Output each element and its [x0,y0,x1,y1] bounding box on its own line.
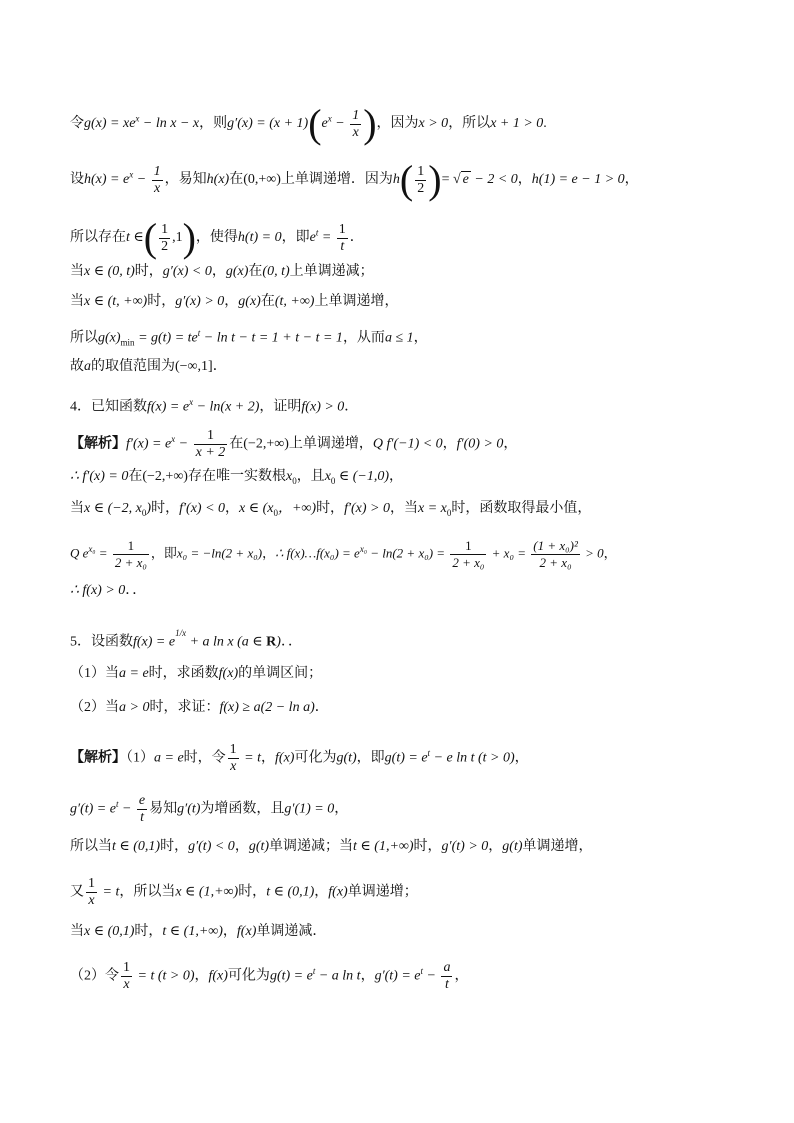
math: x ∈ (x [239,501,274,516]
math: − ln(2 + x₀) = [366,545,449,561]
denominator: 2 [161,238,169,254]
fraction [113,538,149,571]
text: 在 [128,469,143,484]
math: ) [146,501,152,516]
denominator: x [154,180,161,196]
denominator: x [230,759,237,774]
math: − ln(x + 2) [193,399,260,415]
math: x ∈ (0, t) [84,264,135,279]
math: − [331,116,349,132]
math: a [84,359,91,374]
math: g(x) = xe [84,116,136,132]
text: ， [503,436,518,452]
numerator: 1 [153,163,161,179]
text: 单调递减． [256,924,327,939]
text: ，使得 [195,230,238,246]
text: ， [454,968,469,984]
text: ，则 [199,116,228,132]
math: ,1 [172,230,183,246]
paren-close: ) [182,215,196,260]
denominator: x [123,977,130,992]
math: g′(t) = e [374,968,421,984]
text: 时， [160,839,189,854]
numerator: 1 [417,163,425,179]
text: 的单调区间； [238,666,323,681]
math: f(x) = e [147,399,190,415]
math-sup: t [315,227,319,238]
math: f(x) [218,666,239,681]
math-sup: x₀ [359,544,367,555]
doc-line-10 [70,468,403,490]
math: = g(t) = te [134,330,198,346]
text: 在 [229,172,244,188]
text: ， [314,884,329,900]
math: g′(t) < 0 [188,839,235,854]
analysis-tag: 【解析】 [70,750,126,766]
text: ， [234,839,249,854]
math: − [423,968,440,984]
math-sup: x [189,397,194,407]
fraction [228,742,239,775]
text: ， [389,469,404,484]
math: − 2 < 0 [470,172,518,188]
numerator: 1 [194,428,228,445]
doc-line-4 [70,263,374,281]
math: g(x) [98,330,121,346]
math: (0,+∞) [243,172,281,188]
text: ， [261,750,276,766]
doc-line-9 [70,428,517,461]
fraction [121,960,132,993]
math-sqrt: e [462,172,469,188]
text: ，即 [150,545,177,561]
text: 时，求证： [149,700,220,715]
text: ，易知 [164,172,207,188]
math-sup: x [135,113,140,124]
math: ∴ f(x) > 0 [70,583,126,598]
math: x ∈ (0,1) [84,924,135,939]
fraction [531,538,580,571]
math: − ln t − t = 1 + t − t = 1 [200,330,343,346]
math: + a ln x (a ∈ [186,634,267,650]
text: 所以 [70,330,98,346]
fraction [337,222,348,255]
text: 令 [70,116,84,132]
math: ∴ f′(x) = 0 [70,469,129,484]
text: 时， [134,264,163,279]
doc-line-12 [70,538,617,571]
math: t ∈ (1,+∞) [162,924,223,939]
text: ， [603,545,617,561]
math: a = e [154,750,184,766]
math: ∴ f(x)…f(x₀) = e [275,545,360,561]
doc-line-7 [70,358,227,376]
denominator: 2 + x₀ [114,555,147,570]
math: x > 0 [418,116,449,132]
text: ，且 [296,469,325,484]
text: 又 [70,884,84,900]
math: − [175,436,192,452]
text: （2）当 [70,700,119,715]
text: ， [211,264,226,279]
text: ， [194,968,209,984]
text: 上单调递减； [289,264,374,279]
text: ．． [280,634,302,650]
text: 存在唯一实数根 [187,469,286,484]
math-sup: t [197,328,201,338]
text: 时，令 [183,750,226,766]
math: f′(x) > 0 [344,501,390,516]
text: ，所以 [448,116,491,132]
math-sup: 1/x [175,628,187,638]
math: g(t) = e [384,750,428,766]
numerator: 1 [113,538,149,555]
math: f(x) [275,750,295,766]
math: a > 0 [119,700,150,715]
text: ．． [125,583,147,598]
math: h(x) = e [84,172,130,188]
text: ， [224,294,239,309]
math: = [318,230,335,246]
text: ． [344,399,359,415]
math: t ∈ (1,+∞) [353,839,414,854]
text: 所以存在 [70,230,126,246]
math-sub: 0 [446,507,452,518]
fraction [415,164,426,197]
math: = t [99,884,120,900]
math: f(x) = e [133,634,176,650]
text: ， [413,330,428,346]
text: 单调递增； [347,884,418,900]
math: g′(x) = (x + 1) [227,116,309,132]
doc-line-19 [70,838,593,856]
math: g′(t) = e [70,801,116,817]
math-sup: x [327,113,332,124]
doc-line-22 [70,960,468,993]
text: 单调递增， [522,839,593,854]
math-sup: t [420,966,424,977]
text: 当 [70,294,84,309]
math: = [95,545,111,561]
math: t ∈ [126,230,144,246]
text: 上单调递增．因为 [280,172,393,188]
math: t ∈ (0,1) [112,839,161,854]
text: ， [334,801,349,817]
math: (0, t) [262,264,290,279]
text: ， [442,436,457,452]
math: (−2,+∞) [142,469,188,484]
math: Q e [70,545,89,561]
text: ，证明 [259,399,302,415]
text: ，当 [390,501,418,516]
numerator: e [138,793,146,808]
math: > 0 [581,545,604,561]
math-sub: 0 [141,507,147,518]
math: g′(x) < 0 [162,264,212,279]
text: 单调递减；当 [269,839,354,854]
text: （2）令 [70,968,119,984]
doc-line-3 [70,215,364,260]
denominator: x + 2 [195,445,226,460]
text: ， [624,172,639,188]
math: g′(1) = 0 [284,801,335,817]
math: g′(x) > 0 [175,294,225,309]
math: − [133,172,150,188]
text: 故 [70,359,84,374]
math: a ≤ 1 [384,330,414,346]
math-sup: x [171,434,176,445]
text: ，从而 [342,330,385,346]
doc-line-15 [70,665,322,683]
math: + x₀ = [488,545,530,561]
numerator: (1 + x₀)² [533,538,578,553]
fraction [86,876,97,909]
math: x = x [418,501,447,516]
fraction [152,164,163,197]
math: g(t) [502,839,523,854]
math-sup: t [427,748,431,759]
doc-line-5 [70,293,398,311]
text: ， [222,924,237,939]
text: 在 [260,294,275,309]
doc-line-11 [70,500,591,522]
fraction [350,108,361,141]
text: （1） [126,750,154,766]
text: ， [262,545,276,561]
math-sup: x₀ [88,544,96,555]
math: g′(t) > 0 [441,839,489,854]
math: f(x) [328,884,348,900]
text: ． [349,230,364,246]
fraction [137,793,147,826]
math: = [441,172,453,188]
text: 时， [151,501,180,516]
text: ． [212,359,227,374]
math: − ln x − x [139,116,200,132]
math-sub: 0 [292,475,297,486]
math: a = e [119,666,149,681]
problem-number: 5． [70,634,91,650]
text: . [543,116,547,132]
math: t ∈ (0,1) [266,884,315,900]
math: f′(0) > 0 [456,436,504,452]
math: x₀ = −ln(2 + x₀) [176,545,263,561]
math: g(t) = e [269,968,313,984]
fraction [450,538,486,571]
text: 时， [134,924,163,939]
paren-open: ( [308,101,322,146]
math-sub: min [120,337,135,348]
text: 上单调递增， [314,294,399,309]
text: 所以当 [70,839,112,854]
text: 当 [70,924,84,939]
text: ． [314,700,329,715]
text: 已知函数 [91,399,147,415]
doc-line-21 [70,923,326,941]
text: ，所以当 [119,884,176,900]
math: (−2,+∞) [243,436,289,452]
text: 可化为 [227,968,270,984]
text: 时， [238,884,267,900]
doc-line-1 [70,101,547,146]
numerator: 1 [229,742,237,757]
math: g(t) [336,750,357,766]
numerator: a [443,960,451,975]
math: ∈ (−1,0) [335,469,390,484]
text: 在 [248,264,263,279]
text: 当 [70,501,84,516]
problem-5-statement [70,628,302,652]
math-sub: 0 [330,475,336,486]
numerator: 1 [450,538,486,555]
text: ， [225,501,240,516]
text: ，即 [356,750,385,766]
paren-close: ) [428,157,442,202]
denominator: 2 + x₀ [539,555,572,570]
doc-line-18 [70,793,348,826]
denominator: t [140,810,144,825]
analysis-tag: 【解析】 [70,436,126,452]
math: = t [240,750,262,766]
paren-close: ) [363,101,377,146]
text: 设函数 [91,634,133,650]
math: e [321,116,328,132]
fraction [159,222,170,255]
math-sub: 0 [273,507,278,518]
text: 的取值范围为 [91,359,175,374]
denominator: x [88,893,95,908]
doc-line-20 [70,876,418,909]
math: g(t) [248,839,270,854]
math: f′(x) = e [126,436,172,452]
math: g′(t) [177,801,201,817]
math: = t (t > 0) [134,968,195,984]
math: f′(x) < 0 [179,501,226,516]
math: x + 1 > 0 [490,116,544,132]
text: 时，求函数 [148,666,219,681]
text: 为增函数，且 [200,801,285,817]
paren-open: ( [399,157,414,202]
math: g(x) [225,264,249,279]
math-sup: x [129,169,134,180]
numerator: 1 [123,960,130,975]
text: ，即 [281,230,310,246]
math: x [324,469,331,484]
denominator: x [352,124,359,140]
math: (t, +∞) [274,294,315,309]
text: 时，函数取得最小值， [451,501,592,516]
paren-open: ( [143,215,158,260]
text: 时， [316,501,345,516]
doc-line-13 [70,582,146,600]
text: ， [514,750,529,766]
math: h(1) = e − 1 > 0 [531,172,625,188]
text: 易知 [149,801,178,817]
math: (−∞,1] [175,359,213,374]
math-bold: R [266,634,277,650]
doc-line-2: 设$h(x) = e^x$ − $\frac{1}{x}$ ，易知h(x)在(0,+∞)上单调递增．因为h( $\frac{1}{2}$ )= √ e − 2 < 0，h(1) = e − 1 > 0， [70,157,639,202]
numerator: 1 [88,876,95,891]
math: h(t) = 0 [237,230,282,246]
math: x ∈ (−2, x [84,501,142,516]
math-sup: t [115,799,119,810]
math: h [392,172,400,188]
text: 设 [70,172,84,188]
text: 在 [229,436,244,452]
denominator: 2 [417,180,425,196]
denominator: t [340,238,345,254]
doc-line-6 [70,324,428,351]
math: f(x) ≥ a(2 − ln a) [219,700,315,715]
doc-line-17 [70,742,529,775]
math: f(x) [208,968,228,984]
numerator: 1 [338,221,346,237]
math: f(x) > 0 [301,399,345,415]
numerator: 1 [352,107,360,123]
math: ) [276,634,281,650]
math: x ∈ (1,+∞) [175,884,239,900]
text: 时， [147,294,176,309]
math: − [118,801,135,817]
math: g(x) [238,294,261,309]
math: − a ln t [315,968,361,984]
numerator: 1 [161,221,169,237]
text: 当 [70,264,84,279]
text: ， [517,172,532,188]
problem-number: 4． [70,399,91,415]
math: x [285,469,293,484]
math: ，+∞) [277,501,317,516]
problem-4-statement [70,393,358,417]
text: 时， [413,839,442,854]
math: − e ln t (t > 0) [430,750,515,766]
math: e [309,230,316,246]
fraction [441,960,452,993]
doc-line-16 [70,699,329,717]
text: （1）当 [70,666,119,681]
fraction [194,428,228,461]
math: Q f′(−1) < 0 [372,436,443,452]
math: h(x) [206,172,230,188]
text: ， [360,968,375,984]
denominator: 2 + x₀ [452,555,485,570]
text: 上单调递增， [288,436,373,452]
text: ，因为 [376,116,419,132]
text: ， [488,839,503,854]
denominator: t [445,977,449,992]
text: 可化为 [294,750,337,766]
math: f(x) [236,924,257,939]
math-sup: t [312,966,316,977]
math: x ∈ (t, +∞) [84,294,148,309]
